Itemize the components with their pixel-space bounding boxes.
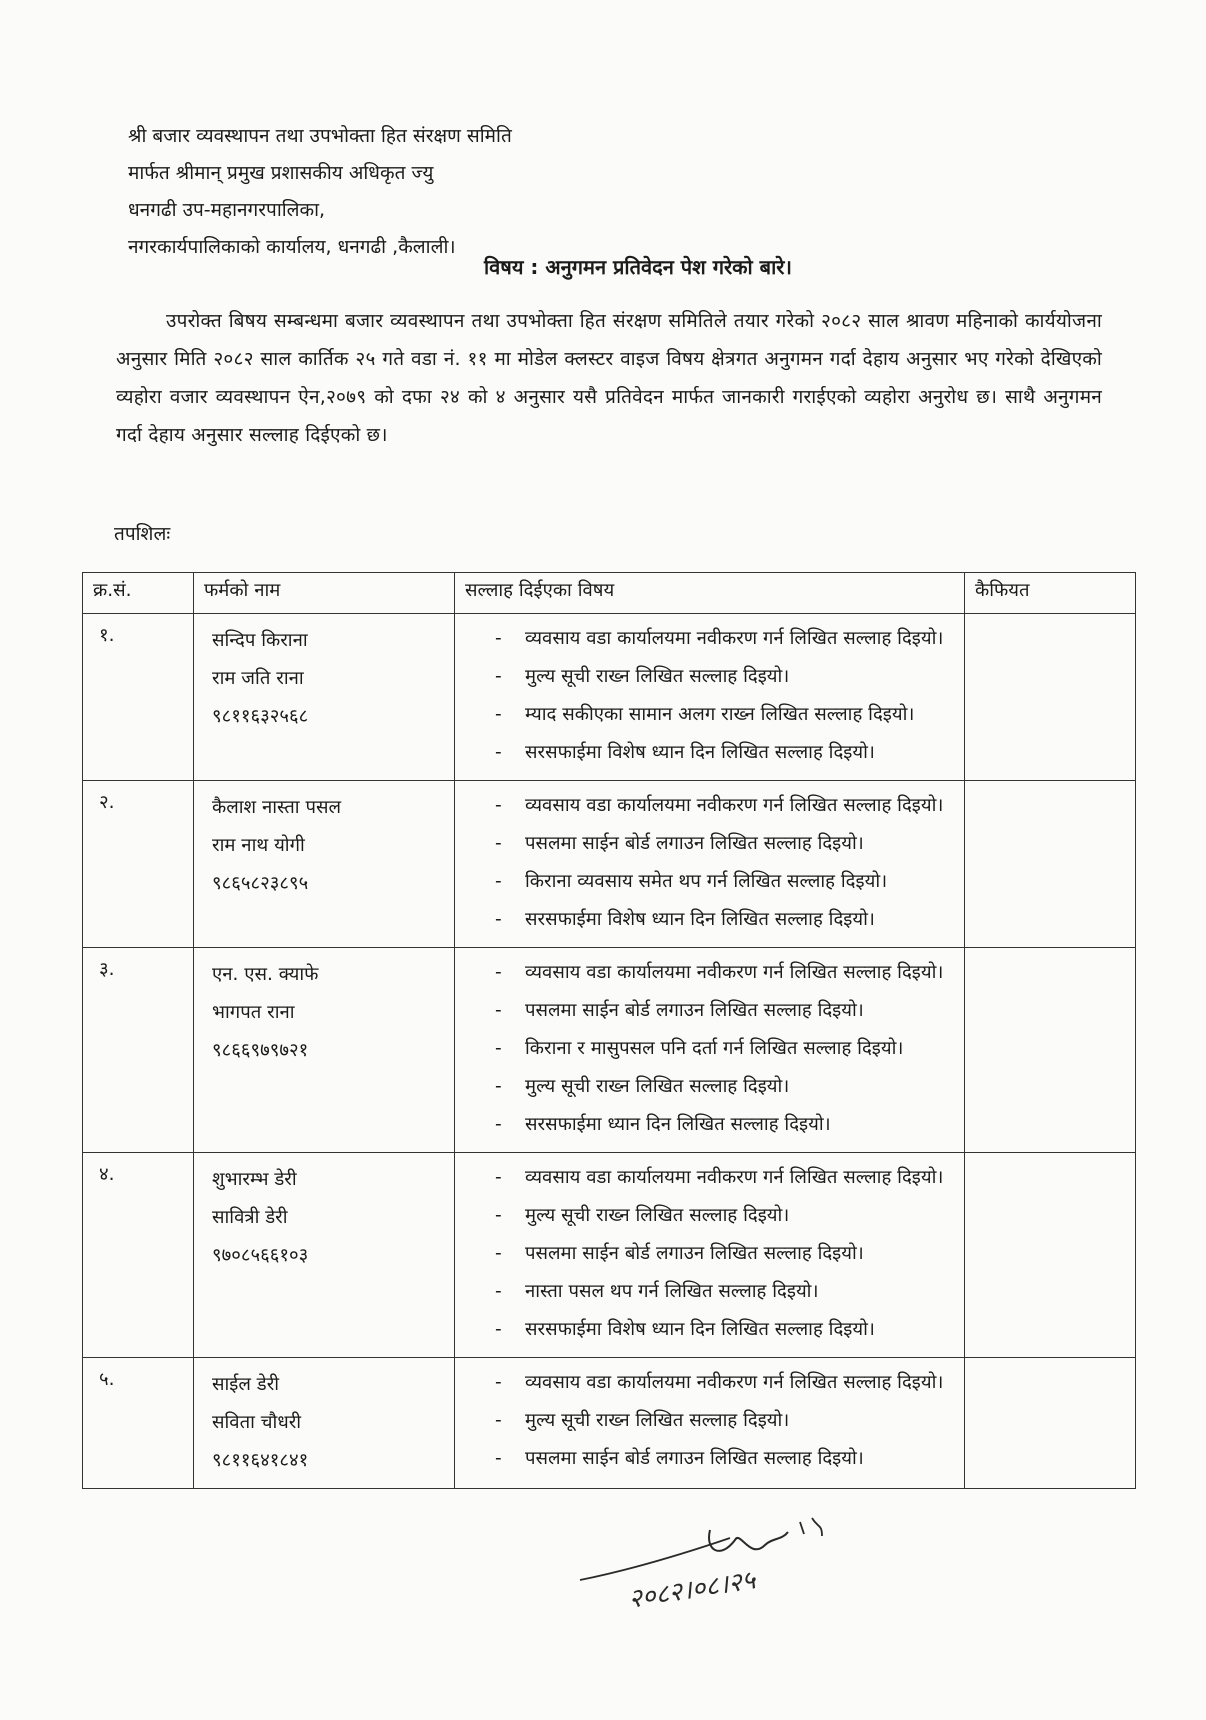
row-remarks-cell: [965, 948, 1136, 1153]
advice-item: [495, 658, 956, 696]
advice-item: [495, 1197, 956, 1235]
details-label: तपशिलः: [114, 523, 171, 545]
row-serial-number: ३.: [83, 948, 194, 1153]
row-advice-cell: [455, 1153, 965, 1358]
bullet-dash: -: [495, 795, 502, 816]
advice-text: सरसफाईमा ध्यान दिन लिखित सल्लाह दिइयो।: [525, 1114, 831, 1135]
bullet-dash: -: [495, 1372, 502, 1393]
header-advice: सल्लाह दिईएका विषय: [455, 573, 965, 614]
advice-item: [495, 1068, 956, 1106]
bullet-dash: -: [495, 742, 502, 763]
subject-line: विषय : अनुगमन प्रतिवेदन पेश गरेको बारे।: [483, 255, 793, 279]
bullet-dash: -: [495, 909, 502, 930]
address-line-4: नगरकार्यपालिकाको कार्यालय, धनगढी ,कैलाली।: [128, 236, 456, 258]
bullet-dash: -: [495, 1205, 502, 1226]
row-remarks-cell: [965, 1358, 1136, 1489]
advice-text: व्यवसाय वडा कार्यालयमा नवीकरण गर्न लिखित सल्लाह दिइयो।: [525, 628, 944, 649]
advice-item: [495, 787, 956, 825]
address-line-3: धनगढी उप-महानगरपालिका,: [128, 199, 326, 221]
row-owner: राम नाथ योगी: [212, 835, 305, 856]
advice-item: [495, 901, 956, 939]
advice-text: मुल्य सूची राख्न लिखित सल्लाह दिइयो।: [525, 1410, 790, 1431]
row-phone: ९८११६३२५६८: [212, 706, 309, 727]
advice-item: [495, 1311, 956, 1349]
advice-item: [495, 825, 956, 863]
row-serial-number: २.: [83, 781, 194, 948]
advice-text: सरसफाईमा विशेष ध्यान दिन लिखित सल्लाह दिइयो।: [525, 742, 875, 763]
row-serial-number: ५.: [83, 1358, 194, 1489]
bullet-dash: -: [495, 871, 502, 892]
row-advice-cell: [455, 1358, 965, 1489]
advice-list: [495, 1159, 956, 1349]
advice-text: मुल्य सूची राख्न लिखित सल्लाह दिइयो।: [525, 1076, 790, 1097]
row-owner: राम जति राना: [212, 668, 304, 689]
bullet-dash: -: [495, 1448, 502, 1469]
advice-text: पसलमा साईन बोर्ड लगाउन लिखित सल्लाह दिइयो।: [525, 1243, 864, 1264]
row-firm-cell: [194, 614, 455, 781]
row-phone: ९७०८५६६१०३: [212, 1245, 309, 1266]
row-serial-number: ४.: [83, 1153, 194, 1358]
bullet-dash: -: [495, 704, 502, 725]
row-firm: सन्दिप किराना: [212, 630, 308, 651]
table-row: [83, 1358, 1136, 1489]
bullet-dash: -: [495, 1076, 502, 1097]
row-phone: ९८६५८२३८९५: [212, 873, 309, 894]
address-line-1: श्री बजार व्यवस्थापन तथा उपभोक्ता हित संरक्षण समिति: [128, 125, 512, 147]
signature-mark: [560, 1500, 920, 1620]
bullet-dash: -: [495, 1000, 502, 1021]
advice-item: [495, 734, 956, 772]
table-body: [83, 614, 1136, 1489]
address-line-2: मार्फत श्रीमान् प्रमुख प्रशासकीय अधिकृत ज्यु: [128, 162, 434, 184]
row-remarks-cell: [965, 1153, 1136, 1358]
advice-item: [495, 863, 956, 901]
bullet-dash: -: [495, 1167, 502, 1188]
row-phone: ९८६६९७९७२१: [212, 1040, 309, 1061]
address-block: [128, 118, 512, 266]
advice-list: [495, 620, 956, 772]
table-row: [83, 1153, 1136, 1358]
table-header-row: [83, 573, 1136, 614]
advice-text: पसलमा साईन बोर्ड लगाउन लिखित सल्लाह दिइयो।: [525, 1000, 864, 1021]
row-firm: शुभारम्भ डेरी: [212, 1169, 297, 1190]
bullet-dash: -: [495, 1281, 502, 1302]
bullet-dash: -: [495, 1410, 502, 1431]
body-paragraph: उपरोक्त बिषय सम्बन्धमा बजार व्यवस्थापन तथा उपभोक्ता हित संरक्षण समितिले तयार गरेको २०८२ साल श्रावण महिनाको कार्ययोजना अनुसार मिति २०८२ साल कार्तिक २५ गते वडा नं. ११ मा मोडेल क्लस्टर वाइज विषय क्षेत्रगत अनुगमन गर्दा देहाय अनुसार भए गरेको देखिएको व्यहोरा वजार व्यवस्थापन ऐन,२०७९ को दफा २४ को ४ अनुसार यसै प्रतिवेदन मार्फत जानकारी गराईएको व्यहोरा अनुरोध छ। साथै अनुगमन गर्दा देहाय अनुसार सल्लाह दिईएको छ।: [116, 310, 1102, 446]
bullet-dash: -: [495, 1038, 502, 1059]
signature-date: २०८२।०८।२५: [626, 1565, 758, 1615]
advice-item: [495, 696, 956, 734]
header-firm: फर्मको नाम: [194, 573, 455, 614]
bullet-dash: -: [495, 833, 502, 854]
advice-text: किराना र मासुपसल पनि दर्ता गर्न लिखित सल्लाह दिइयो।: [525, 1038, 904, 1059]
row-advice-cell: [455, 948, 965, 1153]
advice-text: म्याद सकीएका सामान अलग राख्न लिखित सल्लाह दिइयो।: [525, 704, 915, 725]
advice-text: किराना व्यवसाय समेत थप गर्न लिखित सल्लाह दिइयो।: [525, 871, 888, 892]
advice-item: [495, 992, 956, 1030]
row-phone: ९८११६४१८४१: [212, 1450, 309, 1471]
bullet-dash: -: [495, 1319, 502, 1340]
advice-item: [495, 954, 956, 992]
advice-text: व्यवसाय वडा कार्यालयमा नवीकरण गर्न लिखित सल्लाह दिइयो।: [525, 962, 944, 983]
advice-item: [495, 1402, 956, 1440]
advice-item: [495, 1273, 956, 1311]
advice-list: [495, 1364, 956, 1478]
row-advice-cell: [455, 781, 965, 948]
row-owner: सविता चौधरी: [212, 1412, 302, 1433]
bullet-dash: -: [495, 666, 502, 687]
advice-item: [495, 1106, 956, 1144]
advice-item: [495, 1440, 956, 1478]
row-remarks-cell: [965, 781, 1136, 948]
row-serial-number: १.: [83, 614, 194, 781]
header-remarks: कैफियत: [965, 573, 1136, 614]
bullet-dash: -: [495, 628, 502, 649]
advice-text: मुल्य सूची राख्न लिखित सल्लाह दिइयो।: [525, 666, 790, 687]
table-row: [83, 781, 1136, 948]
advice-text: पसलमा साईन बोर्ड लगाउन लिखित सल्लाह दिइयो।: [525, 833, 864, 854]
row-firm: एन. एस. क्याफे: [212, 964, 319, 985]
advice-item: [495, 1364, 956, 1402]
row-firm: साईल डेरी: [212, 1374, 280, 1395]
advice-item: [495, 1235, 956, 1273]
advice-text: सरसफाईमा विशेष ध्यान दिन लिखित सल्लाह दिइयो।: [525, 1319, 875, 1340]
row-firm-cell: [194, 781, 455, 948]
advice-item: [495, 620, 956, 658]
row-owner: भागपत राना: [212, 1002, 295, 1023]
row-firm-cell: [194, 1358, 455, 1489]
advice-list: [495, 787, 956, 939]
advice-item: [495, 1030, 956, 1068]
table-row: [83, 948, 1136, 1153]
advice-text: व्यवसाय वडा कार्यालयमा नवीकरण गर्न लिखित सल्लाह दिइयो।: [525, 1167, 944, 1188]
advice-text: व्यवसाय वडा कार्यालयमा नवीकरण गर्न लिखित सल्लाह दिइयो।: [525, 1372, 944, 1393]
bullet-dash: -: [495, 1243, 502, 1264]
row-firm-cell: [194, 1153, 455, 1358]
row-firm: कैलाश नास्ता पसल: [212, 797, 342, 818]
advice-text: मुल्य सूची राख्न लिखित सल्लाह दिइयो।: [525, 1205, 790, 1226]
row-advice-cell: [455, 614, 965, 781]
bullet-dash: -: [495, 1114, 502, 1135]
advice-text: सरसफाईमा विशेष ध्यान दिन लिखित सल्लाह दिइयो।: [525, 909, 875, 930]
row-remarks-cell: [965, 614, 1136, 781]
table-row: [83, 614, 1136, 781]
row-firm-cell: [194, 948, 455, 1153]
monitoring-table: [82, 572, 1136, 1489]
advice-text: व्यवसाय वडा कार्यालयमा नवीकरण गर्न लिखित सल्लाह दिइयो।: [525, 795, 944, 816]
advice-item: [495, 1159, 956, 1197]
header-sn: क्र.सं.: [83, 573, 194, 614]
advice-text: नास्ता पसल थप गर्न लिखित सल्लाह दिइयो।: [525, 1281, 819, 1302]
advice-list: [495, 954, 956, 1144]
bullet-dash: -: [495, 962, 502, 983]
row-owner: सावित्री डेरी: [212, 1207, 288, 1228]
advice-text: पसलमा साईन बोर्ड लगाउन लिखित सल्लाह दिइयो।: [525, 1448, 864, 1469]
